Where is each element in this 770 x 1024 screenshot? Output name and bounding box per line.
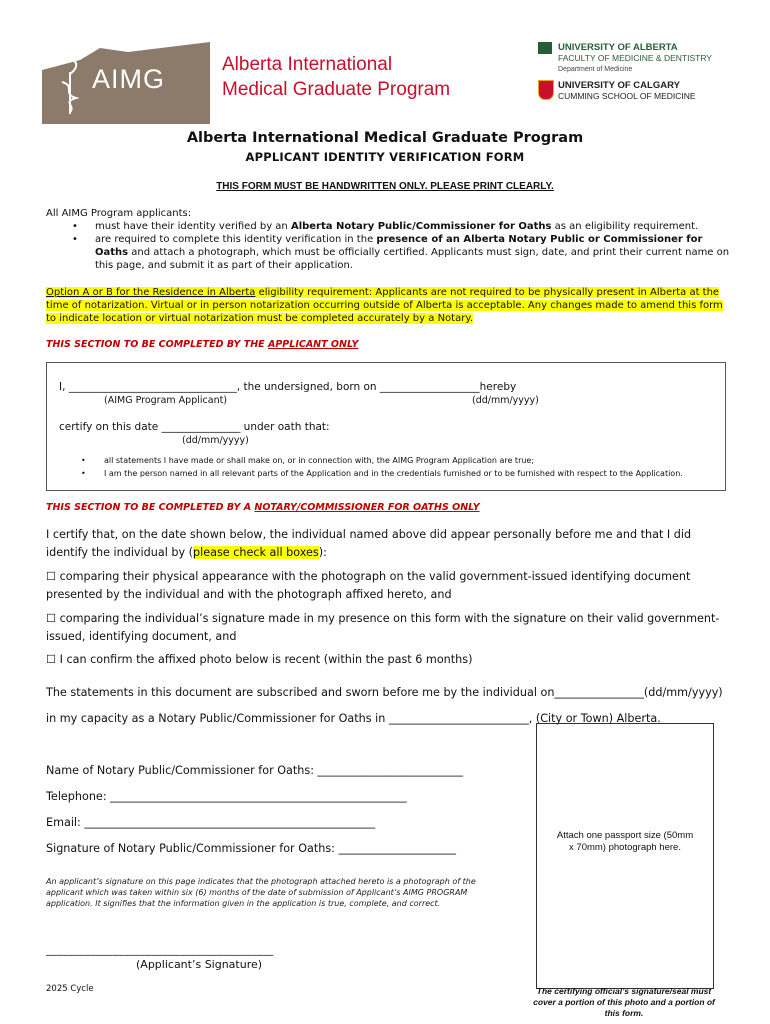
photo-instructions: Attach one passport size (50mm x 70mm) photograph here.: [556, 830, 694, 853]
notary-name-field[interactable]: Name of Notary Public/Commissioner for Oaths: __________________________: [46, 764, 463, 777]
intro-bullet-2: • are required to complete this identity verification in the presence of an Alberta Notary Public or Commissioner for Oaths and attach a photograph, which must be officially certified. Applicants must sign, date, and print their current name on this page, and submit it as part of their application.: [46, 233, 730, 272]
notary-section-heading: THIS SECTION TO BE COMPLETED BY A NOTARY/COMMISSIONER FOR OATHS ONLY: [46, 502, 480, 513]
dob-label: (dd/mm/yyyy): [472, 395, 539, 406]
intro-lead: All AIMG Program applicants:: [46, 208, 192, 219]
applicant-statements: [55, 454, 715, 480]
uofa-crest-icon: [538, 42, 552, 54]
applicant-label: (AIMG Program Applicant): [104, 395, 228, 406]
notary-email-field[interactable]: Email: ____________________________________________________: [46, 816, 376, 829]
certify-date-line[interactable]: certify on this date _______________ under oath that:: [59, 421, 330, 433]
uofa-faculty: FACULTY OF MEDICINE & DENTISTRY: [558, 53, 712, 63]
applicant-note: An applicant’s signature on this page indicates that the photograph attached hereto is a photograph of the applicant which was taken within six (6) months of the date of submission of Applicant’s AIMG PROGRAM application. It signifies that the information given in the application is true, complete, and correct.: [46, 877, 476, 908]
footer-cycle: 2025 Cycle: [46, 984, 94, 994]
notary-certify-text: I certify that, on the date shown below, the individual named above did appear personally before me and that I did identify the individual by (please check all boxes):: [46, 528, 692, 559]
uofc-school: CUMMING SCHOOL OF MEDICINE: [558, 91, 696, 101]
checkbox-signature[interactable]: ☐ comparing the individual’s signature made in my presence on this form with the signature on their valid government-issued, identifying document, and: [46, 612, 720, 643]
check-all-highlight: please check all boxes: [193, 546, 319, 559]
intro-block: [46, 207, 730, 272]
certify-date-label: (dd/mm/yyyy): [182, 435, 249, 446]
option-notice-link: Option A or B for the Residence in Alberta: [46, 287, 256, 298]
form-subtitle: APPLICANT IDENTITY VERIFICATION FORM: [245, 150, 525, 164]
uofa-logo: [538, 42, 712, 75]
sworn-date-line[interactable]: The statements in this document are subscribed and sworn before me by the individual on________________(dd/mm/yyyy): [46, 686, 723, 699]
logo-text: AIMG: [92, 64, 166, 94]
photo-attach-box[interactable]: [536, 723, 714, 989]
option-notice: Option A or B for the Residence in Alberta eligibility requirement: Applicants are not required to be physically present in Alberta at the time of notarization. Virtual or in person notarization occurring outside of Alberta is acceptable. Any changes made to amend this form to indicate location or virtual notarization must be completed accurately by a Notary.: [46, 287, 723, 324]
org-title: [222, 52, 450, 102]
applicant-signature-line[interactable]: _________________________________________: [46, 944, 274, 956]
certification-note: The certifying official’s signature/seal must cover a portion of this photo and a portion of this form.: [533, 986, 715, 1018]
applicant-signature-label: (Applicant’s Signature): [136, 958, 263, 971]
handwritten-notice: THIS FORM MUST BE HANDWRITTEN ONLY. PLEASE PRINT CLEARLY.: [216, 181, 554, 192]
notary-city-line[interactable]: in my capacity as a Notary Public/Commissioner for Oaths in _________________________, (City or Town) Alberta.: [46, 712, 661, 725]
applicant-statement-1: • all statements I have made or shall make on, or in connection with, the AIMG Program Application are true;: [55, 454, 715, 467]
page-title: Alberta International Medical Graduate Program: [186, 130, 584, 146]
applicant-section-heading: THIS SECTION TO BE COMPLETED BY THE APPLICANT ONLY: [46, 339, 359, 350]
uofa-dept: Department of Medicine: [558, 66, 633, 73]
checkbox-recent-photo[interactable]: ☐ I can confirm the affixed photo below is recent (within the past 6 months): [46, 653, 473, 666]
notary-signature-field[interactable]: Signature of Notary Public/Commissioner for Oaths: _____________________: [46, 842, 456, 855]
org-title-line2: Medical Graduate Program: [222, 79, 451, 100]
notary-phone-field[interactable]: Telephone: _____________________________________________________: [46, 790, 407, 803]
intro-bullet-1: • must have their identity verified by an Alberta Notary Public/Commissioner for Oaths as an eligibility requirement.: [46, 220, 730, 233]
applicant-statement-2: • I am the person named in all relevant parts of the Application and in the credentials furnished or to be furnished with respect to the Application.: [55, 467, 715, 480]
applicant-name-line[interactable]: I, ________________________________, the undersigned, born on ___________________hereby: [59, 381, 517, 393]
uofa-name: UNIVERSITY OF ALBERTA: [558, 42, 678, 53]
org-title-line1: Alberta International: [222, 54, 393, 75]
uofc-name: UNIVERSITY OF CALGARY: [558, 80, 680, 91]
uofc-crest-icon: [538, 80, 554, 100]
checkbox-appearance[interactable]: ☐ comparing their physical appearance with the photograph on the valid government-issued identifying document presented by the individual and with the photograph affixed hereto, and: [46, 570, 691, 601]
aimg-logo: [42, 42, 210, 124]
uofc-logo: [538, 80, 696, 101]
applicant-box: [46, 362, 726, 491]
